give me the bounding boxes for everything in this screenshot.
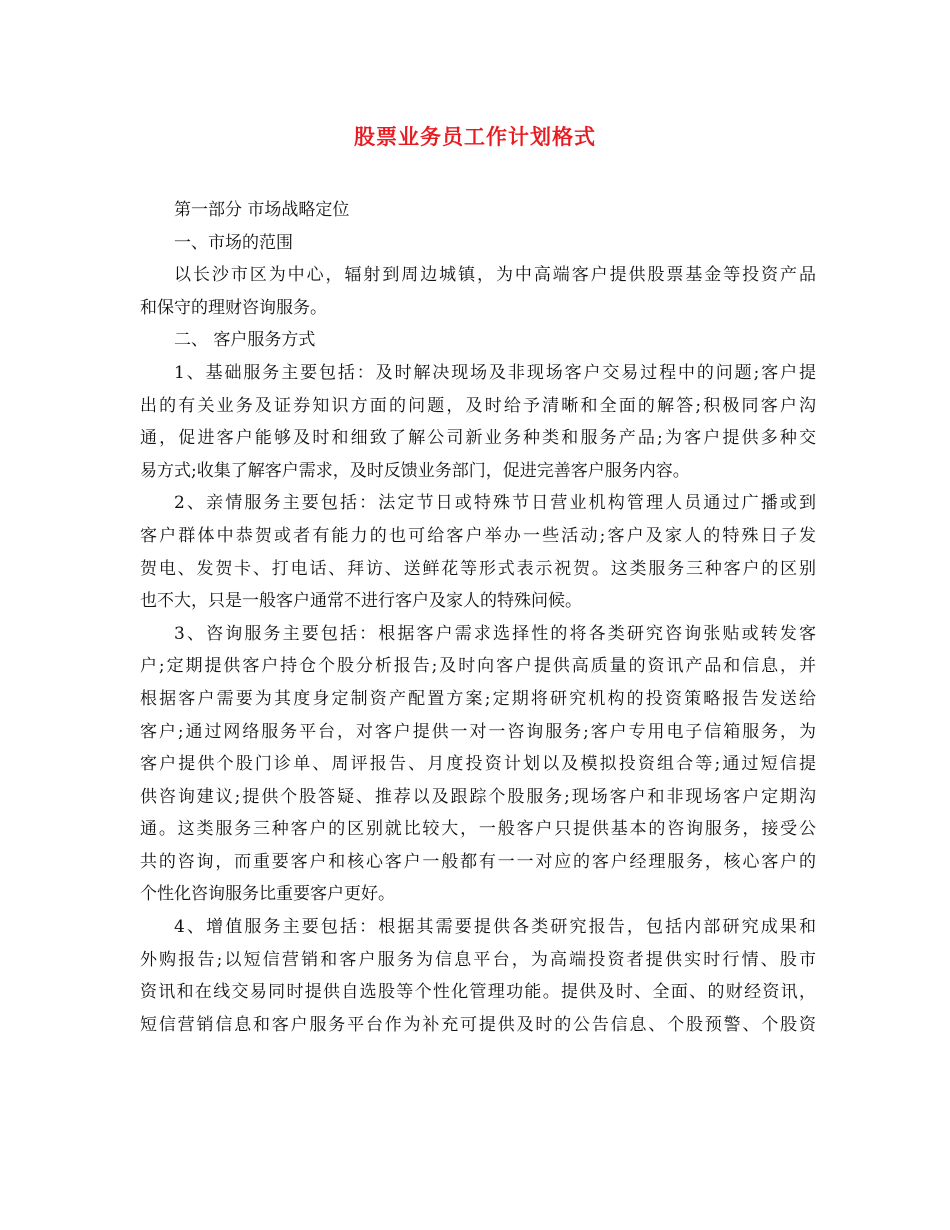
paragraph-line: 客户;通过网络服务平台，对客户提供一对一咨询服务;客户专用电子信箱服务，为 [140, 721, 816, 742]
paragraph-line: 出的有关业务及证券知识方面的问题，及时给予清晰和全面的解答;积极同客户沟 [140, 395, 816, 416]
paragraph-line: 户;定期提供客户持仓个股分析报告;及时向客户提供高质量的资讯产品和信息，并 [140, 656, 816, 677]
paragraph-line: 2、亲情服务主要包括：法定节日或特殊节日营业机构管理人员通过广播或到 [174, 493, 816, 514]
paragraph-line: 1、基础服务主要包括：及时解决现场及非现场客户交易过程中的问题;客户提 [174, 362, 816, 383]
document-body [140, 194, 816, 1041]
paragraph-line: 通，促进客户能够及时和细致了解公司新业务种类和服务产品;为客户提供多种交 [140, 428, 816, 449]
subsection-heading: 一、市场的范围 [174, 232, 293, 253]
paragraph-line: 也不大，只是一般客户通常不进行客户及家人的特殊问候。 [140, 591, 582, 612]
subsection-heading: 二、 客户服务方式 [174, 330, 316, 351]
paragraph-line: 短信营销信息和客户服务平台作为补充可提供及时的公告信息、个股预警、个股资 [140, 1014, 816, 1035]
paragraph-line: 根据客户需要为其度身定制资产配置方案;定期将研究机构的投资策略报告发送给 [140, 688, 816, 709]
paragraph-line: 贺电、发贺卡、打电话、拜访、送鲜花等形式表示祝贺。这类服务三种客户的区别 [140, 558, 816, 579]
paragraph-line: 供咨询建议;提供个股答疑、推荐以及跟踪个股服务;现场客户和非现场客户定期沟 [140, 786, 816, 807]
paragraph-line: 客户提供个股门诊单、周评报告、月度投资计划以及模拟投资组合等;通过短信提 [140, 754, 816, 775]
paragraph-line: 客户群体中恭贺或者有能力的也可给客户举办一些活动;客户及家人的特殊日子发 [140, 525, 816, 546]
document-title: 股票业务员工作计划格式 [354, 124, 596, 149]
paragraph-line: 资讯和在线交易同时提供自选股等个性化管理功能。提供及时、全面、的财经资讯， [140, 982, 816, 1003]
paragraph-line: 和保守的理财咨询服务。 [140, 297, 327, 318]
paragraph-line: 以长沙市区为中心，辐射到周边城镇，为中高端客户提供股票基金等投资产品 [174, 265, 816, 286]
paragraph-line: 通。这类服务三种客户的区别就比较大，一般客户只提供基本的咨询服务，接受公 [140, 819, 816, 840]
paragraph-line: 3、咨询服务主要包括：根据客户需求选择性的将各类研究咨询张贴或转发客 [174, 623, 816, 644]
paragraph-line: 易方式;收集了解客户需求，及时反馈业务部门，促进完善客户服务内容。 [140, 460, 690, 481]
paragraph-line: 共的咨询，而重要客户和核心客户一般都有一一对应的客户经理服务，核心客户的 [140, 851, 816, 872]
paragraph-line: 个性化咨询服务比重要客户更好。 [140, 884, 395, 905]
section-heading: 第一部分 市场战略定位 [174, 200, 350, 220]
paragraph-line: 4、增值服务主要包括：根据其需要提供各类研究报告，包括内部研究成果和 [174, 917, 816, 938]
paragraph-line: 外购报告;以短信营销和客户服务为信息平台，为高端投资者提供实时行情、股市 [140, 949, 816, 970]
